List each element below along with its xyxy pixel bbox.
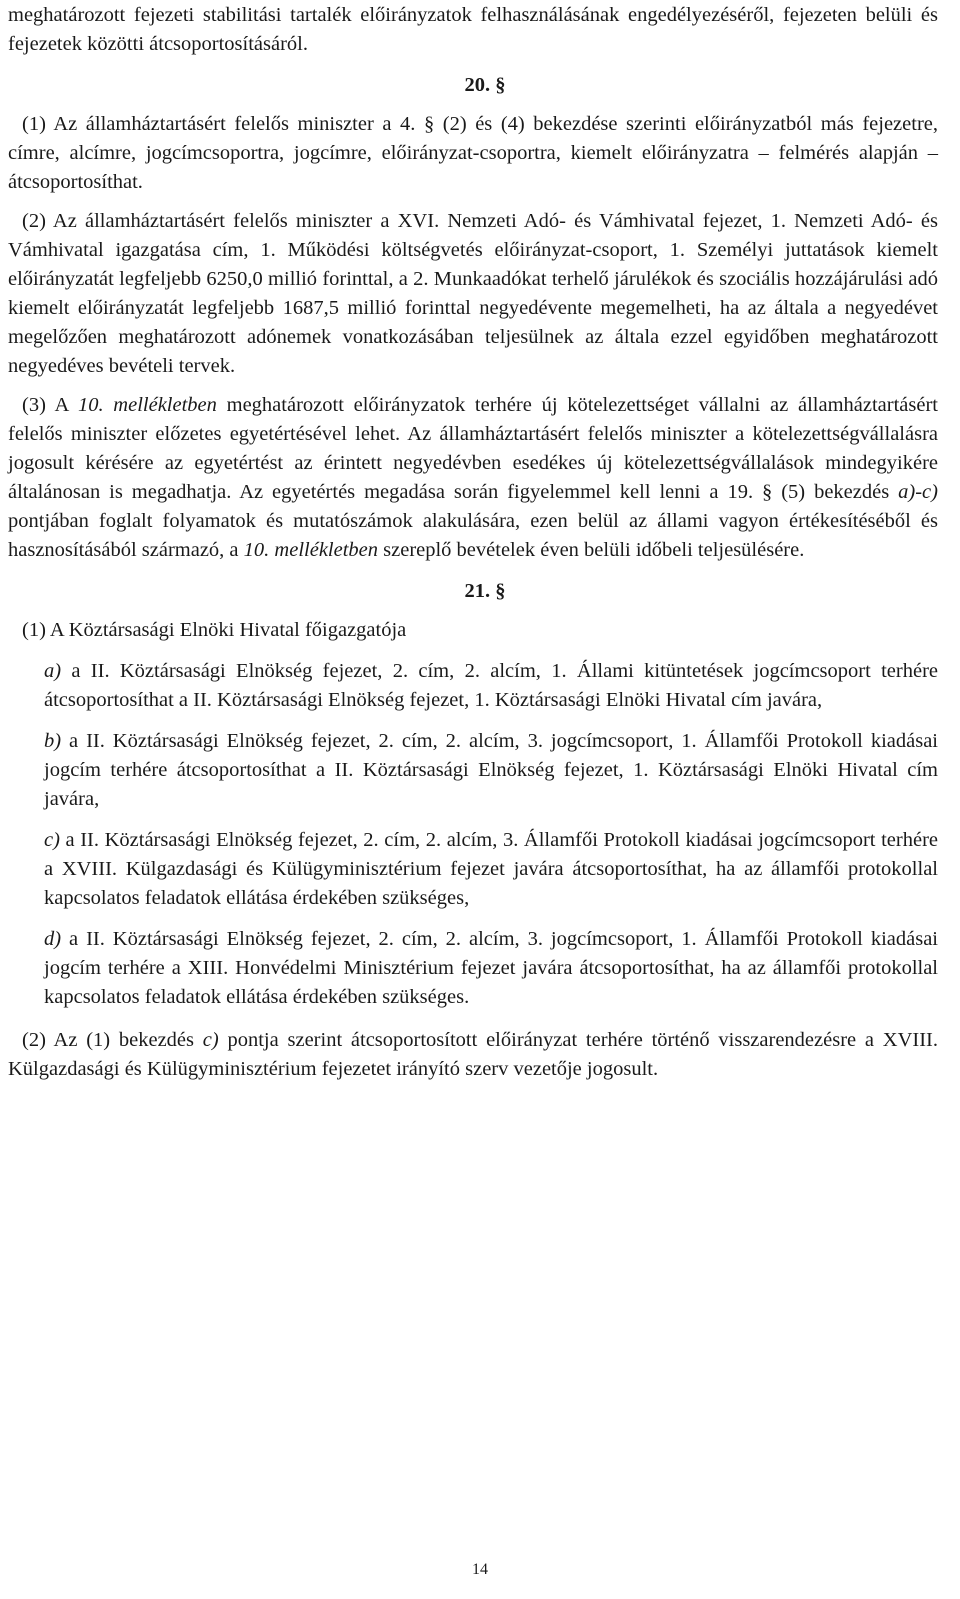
point-reference: a)-c) — [898, 481, 938, 503]
list-item-c — [44, 826, 938, 913]
paragraph-text: meghatározott előirányzatok terhére új kötelezettséget vállalni az államháztartásért felelős miniszter előzetes egyetértésével lehet. Az államháztartásért felelős miniszter a kötelezettségvállalásra jogosult kérésére az egyetértést az érintett negyedévben esedékes új kötelezettségvállalások mindegyikére általánosan is megadhatja. Az egyetértés megadása során figyelemmel kell lenni a 19. § (5) bekezdés — [8, 394, 938, 503]
page-number: 14 — [472, 1561, 488, 1578]
list-item-d — [44, 925, 938, 1012]
list-item-text: a II. Köztársasági Elnökség fejezet, 2. cím, 2. alcím, 1. Állami kitüntetések jogcímcsoport terhére átcsoportosíthat a II. Köztársasági Elnökség fejezet, 1. Köztársasági Elnöki Hivatal cím javára, — [44, 660, 938, 711]
list-item-text: a II. Köztársasági Elnökség fejezet, 2. cím, 2. alcím, 3. Államfői Protokoll kiadásai jogcímcsoport terhére a XVIII. Külgazdasági és Külügyminisztérium fejezet javára átcsoportosíthat, ha az államfői protokollal kapcsolatos feladatok ellátása érdekében szükséges, — [44, 829, 938, 909]
paragraph-text: szereplő bevételek éven belüli időbeli teljesülésére. — [378, 539, 805, 561]
list-item-label: b) — [44, 730, 62, 752]
list-item-b — [44, 727, 938, 814]
continuation-paragraph: meghatározott fejezeti stabilitási tartalék előirányzatok felhasználásának engedélyezéséről, fejezeten belüli és fejezetek közötti átcsoportosításáról. — [8, 4, 938, 55]
section-21-paragraph-2 — [8, 1026, 938, 1084]
list-item-label: d) — [44, 928, 62, 950]
document-page — [8, 0, 938, 1084]
paragraph-text: pontja szerint átcsoportosított előirányzat terhére történő visszarendezésre a XVIII. Külgazdasági és Külügyminisztérium fejezetet irányító szerv vezetője jogosult. — [8, 1029, 938, 1080]
annex-reference: 10. mellékletben — [77, 394, 217, 416]
section-20-heading: 20. § — [464, 74, 506, 96]
paragraph-text: (2) Az (1) bekezdés — [22, 1029, 203, 1051]
section-21-intro: (1) A Köztársasági Elnöki Hivatal főigazgatója — [22, 619, 407, 641]
paragraph-text: pontjában foglalt folyamatok és mutatószámok alakulására, ezen belül az állami vagyon értékesítéséből és hasznosításából származó, a — [8, 510, 938, 561]
list-item-label: c) — [44, 829, 60, 851]
section-20-paragraph-3 — [8, 391, 938, 565]
list-item-label: a) — [44, 660, 62, 682]
annex-reference: 10. mellékletben — [243, 539, 379, 561]
list-item-a — [44, 657, 938, 715]
paragraph-text: (3) A — [22, 394, 78, 416]
point-reference: c) — [202, 1029, 219, 1051]
section-20-paragraph-2: (2) Az államháztartásért felelős miniszter a XVI. Nemzeti Adó- és Vámhivatal fejezet, 1. Nemzeti Adó- és Vámhivatal igazgatása cím, 1. Működési költségvetés előirányzat-csoport, 1. Személyi juttatások kiemelt előirányzatát legfeljebb 6250,0 millió forinttal, a 2. Munkaadókat terhelő járulékok és szociális hozzájárulási adó kiemelt előirányzatát legfeljebb 1687,5 millió forinttal negyedévente megemelheti, ha az általa a negyedévet megelőzően meghatározott adónemek vonatkozásában teljesülnek az általa ezzel egyidőben meghatározott negyedéves bevételi tervek. — [8, 210, 938, 377]
section-21-heading: 21. § — [464, 580, 506, 602]
section-20-paragraph-1: (1) Az államháztartásért felelős miniszter a 4. § (2) és (4) bekezdése szerinti előirányzatból más fejezetre, címre, alcímre, jogcímcsoportra, jogcímre, előirányzat-csoportra, kiemelt előirányzatra – felmérés alapján – átcsoportosíthat. — [8, 113, 938, 193]
list-item-text: a II. Köztársasági Elnökség fejezet, 2. cím, 2. alcím, 3. jogcímcsoport, 1. Államfői Protokoll kiadásai jogcím terhére átcsoportosíthat a II. Köztársasági Elnökség fejezet, 1. Köztársasági Elnöki Hivatal cím javára, — [44, 730, 938, 810]
list-item-text: a II. Köztársasági Elnökség fejezet, 2. cím, 2. alcím, 3. jogcímcsoport, 1. Államfői Protokoll kiadásai jogcím terhére a XIII. Honvédelmi Minisztérium fejezet javára átcsoportosíthat, ha az államfői protokollal kapcsolatos feladatok ellátása érdekében szükséges. — [44, 928, 938, 1008]
